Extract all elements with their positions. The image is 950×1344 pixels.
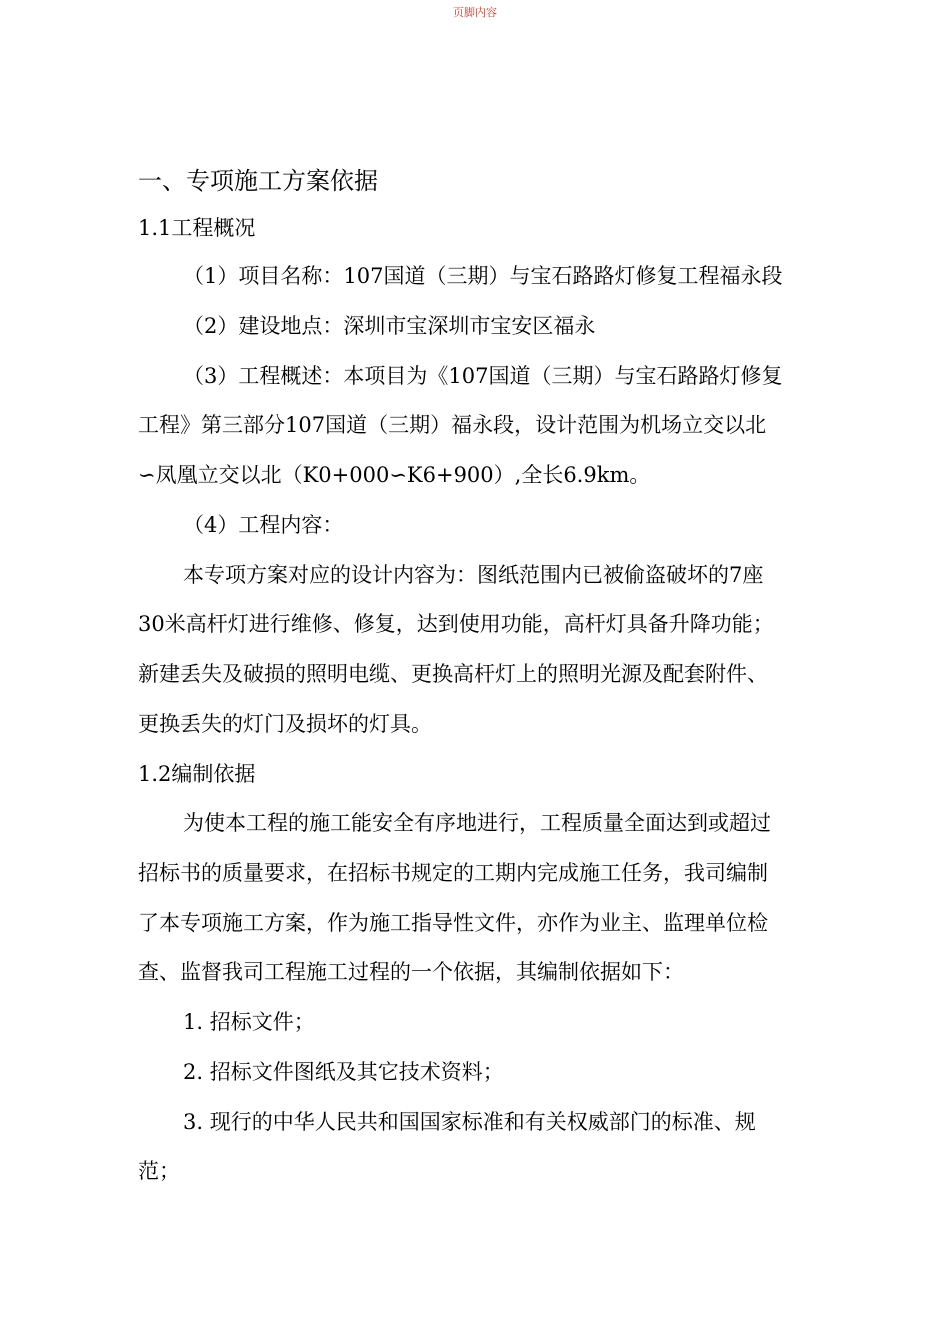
basis-paragraph-line: 查、监督我司工程施工过程的一个依据，其编制依据如下： bbox=[138, 960, 684, 984]
content-paragraph-line: 更换丢失的灯门及损坏的灯具。 bbox=[138, 712, 432, 736]
list-item: 1. 招标文件； bbox=[183, 1010, 315, 1034]
content-paragraph-line: 本专项方案对应的设计内容为：图纸范围内已被偷盗破坏的7座 bbox=[183, 563, 764, 587]
subsection-heading: 1.1工程概况 bbox=[138, 216, 256, 240]
basis-paragraph-line: 招标书的质量要求，在招标书规定的工期内完成施工任务，我司编制 bbox=[138, 861, 768, 885]
project-name-item: （1）项目名称：107国道（三期）与宝石路路灯修复工程福永段 bbox=[183, 264, 783, 288]
location-item: （2）建设地点：深圳市宝深圳市宝安区福永 bbox=[183, 314, 596, 338]
section-title: 一、专项施工方案依据 bbox=[138, 167, 378, 195]
overview-item-line: 工程》第三部分107国道（三期）福永段，设计范围为机场立交以北 bbox=[138, 413, 767, 437]
page-header: 页脚内容 bbox=[453, 6, 497, 19]
basis-paragraph-line: 为使本工程的施工能安全有序地进行，工程质量全面达到或超过 bbox=[183, 811, 771, 835]
basis-paragraph-line: 了本专项施工方案，作为施工指导性文件，亦作为业主、监理单位检 bbox=[138, 911, 768, 935]
overview-item-line: （3）工程概述：本项目为《107国道（三期）与宝石路路灯修复 bbox=[183, 364, 783, 388]
content-item: （4）工程内容： bbox=[183, 513, 344, 537]
list-item-continuation: 范； bbox=[138, 1159, 180, 1183]
list-item: 3. 现行的中华人民共和国国家标准和有关权威部门的标准、规 bbox=[183, 1110, 756, 1134]
list-item: 2. 招标文件图纸及其它技术资料； bbox=[183, 1060, 504, 1084]
subsection-heading: 1.2编制依据 bbox=[138, 762, 256, 786]
content-paragraph-line: 30米高杆灯进行维修、修复，达到使用功能，高杆灯具备升降功能； bbox=[138, 612, 774, 636]
content-paragraph-line: 新建丢失及破损的照明电缆、更换高杆灯上的照明光源及配套附件、 bbox=[138, 662, 768, 686]
overview-item-line: ∽凤凰立交以北（K0+000∽K6+900）,全长6.9km。 bbox=[138, 463, 651, 487]
